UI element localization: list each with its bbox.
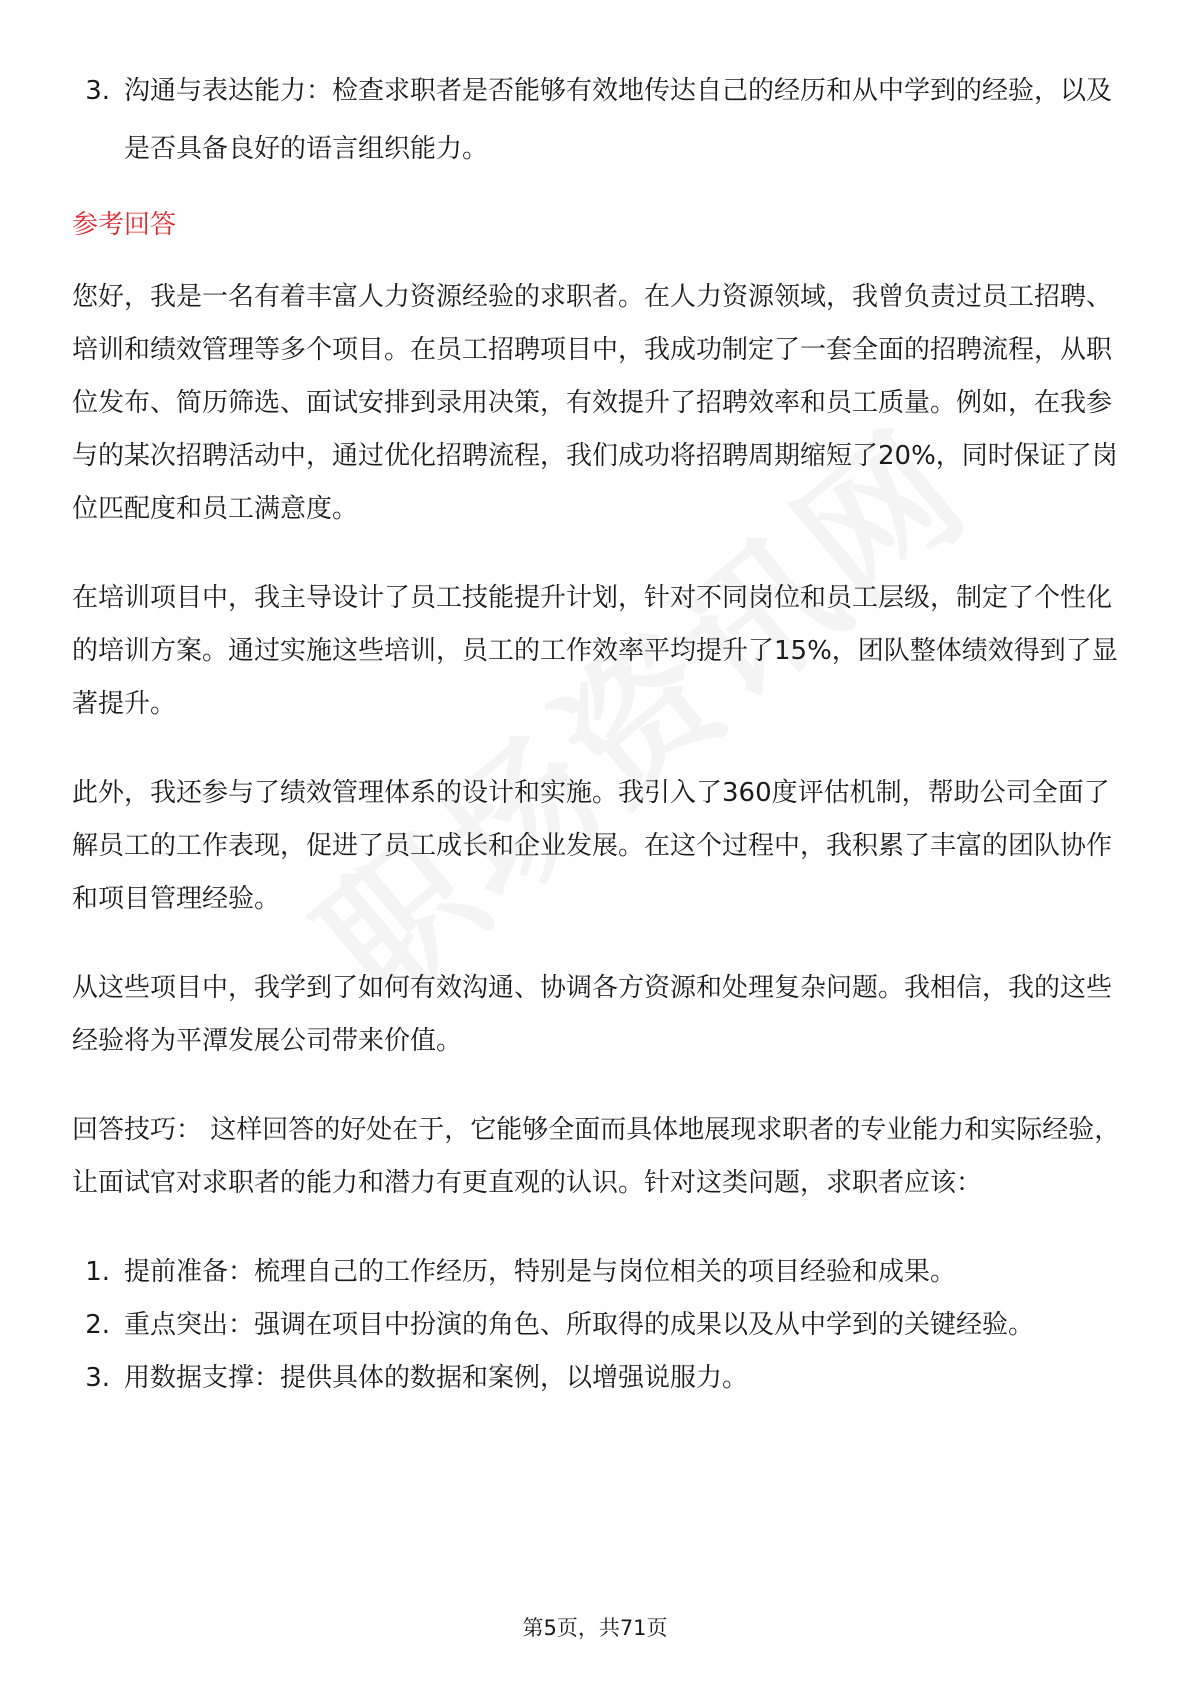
list-item [72, 62, 1122, 178]
list-item-number: 1. [85, 1257, 110, 1287]
section-heading: 参考回答 [72, 210, 177, 240]
list-item-text: 重点突出：强调在项目中扮演的角色、所取得的成果以及从中学到的关键经验。 [124, 1310, 1035, 1340]
answer-paragraph-1: 您好，我是一名有着丰富人力资源经验的求职者。在人力资源领域，我曾负责过员工招聘、培训和绩效管理等多个项目。在员工招聘项目中，我成功制定了一套全面的招聘流程，从职位发布、简历筛选、面试安排到录用决策，有效提升了招聘效率和员工质量。例如，在我参与的某次招聘活动中，通过优化招聘流程，我们成功将招聘周期缩短了20%，同时保证了岗位匹配度和员工满意度。 [72, 282, 1118, 524]
list-item [72, 1299, 1122, 1352]
document-body [72, 62, 1122, 1405]
answer-paragraph-4: 从这些项目中，我学到了如何有效沟通、协调各方资源和处理复杂问题。我相信，我的这些经验将为平潭发展公司带来价值。 [72, 973, 1113, 1056]
list-item-number: 3. [85, 76, 110, 106]
answer-tips-paragraph: 回答技巧： 这样回答的好处在于，它能够全面而具体地展现求职者的专业能力和实际经验，让面试官对求职者的能力和潜力有更直观的认识。针对这类问题，求职者应该： [72, 1115, 1121, 1198]
list-item [72, 1352, 1122, 1405]
answer-paragraph-2: 在培训项目中，我主导设计了员工技能提升计划，针对不同岗位和员工层级，制定了个性化的培训方案。通过实施这些培训，员工的工作效率平均提升了15%，团队整体绩效得到了显著提升。 [72, 583, 1118, 719]
list-item-number: 3. [85, 1363, 110, 1393]
top-list [72, 62, 1122, 178]
list-item-text: 用数据支撑：提供具体的数据和案例，以增强说服力。 [124, 1363, 749, 1393]
list-item-number: 2. [85, 1310, 110, 1340]
page-number: 第5页，共71页 [522, 1616, 668, 1640]
answer-paragraph-3: 此外，我还参与了绩效管理体系的设计和实施。我引入了360度评估机制，帮助公司全面了解员工的工作表现，促进了员工成长和企业发展。在这个过程中，我积累了丰富的团队协作和项目管理经验。 [72, 778, 1113, 914]
list-item-text: 沟通与表达能力：检查求职者是否能够有效地传达自己的经历和从中学到的经验，以及是否具备良好的语言组织能力。 [124, 76, 1113, 164]
tips-list [72, 1246, 1122, 1405]
list-item-text: 提前准备：梳理自己的工作经历，特别是与岗位相关的项目经验和成果。 [124, 1257, 957, 1287]
list-item [72, 1246, 1122, 1299]
